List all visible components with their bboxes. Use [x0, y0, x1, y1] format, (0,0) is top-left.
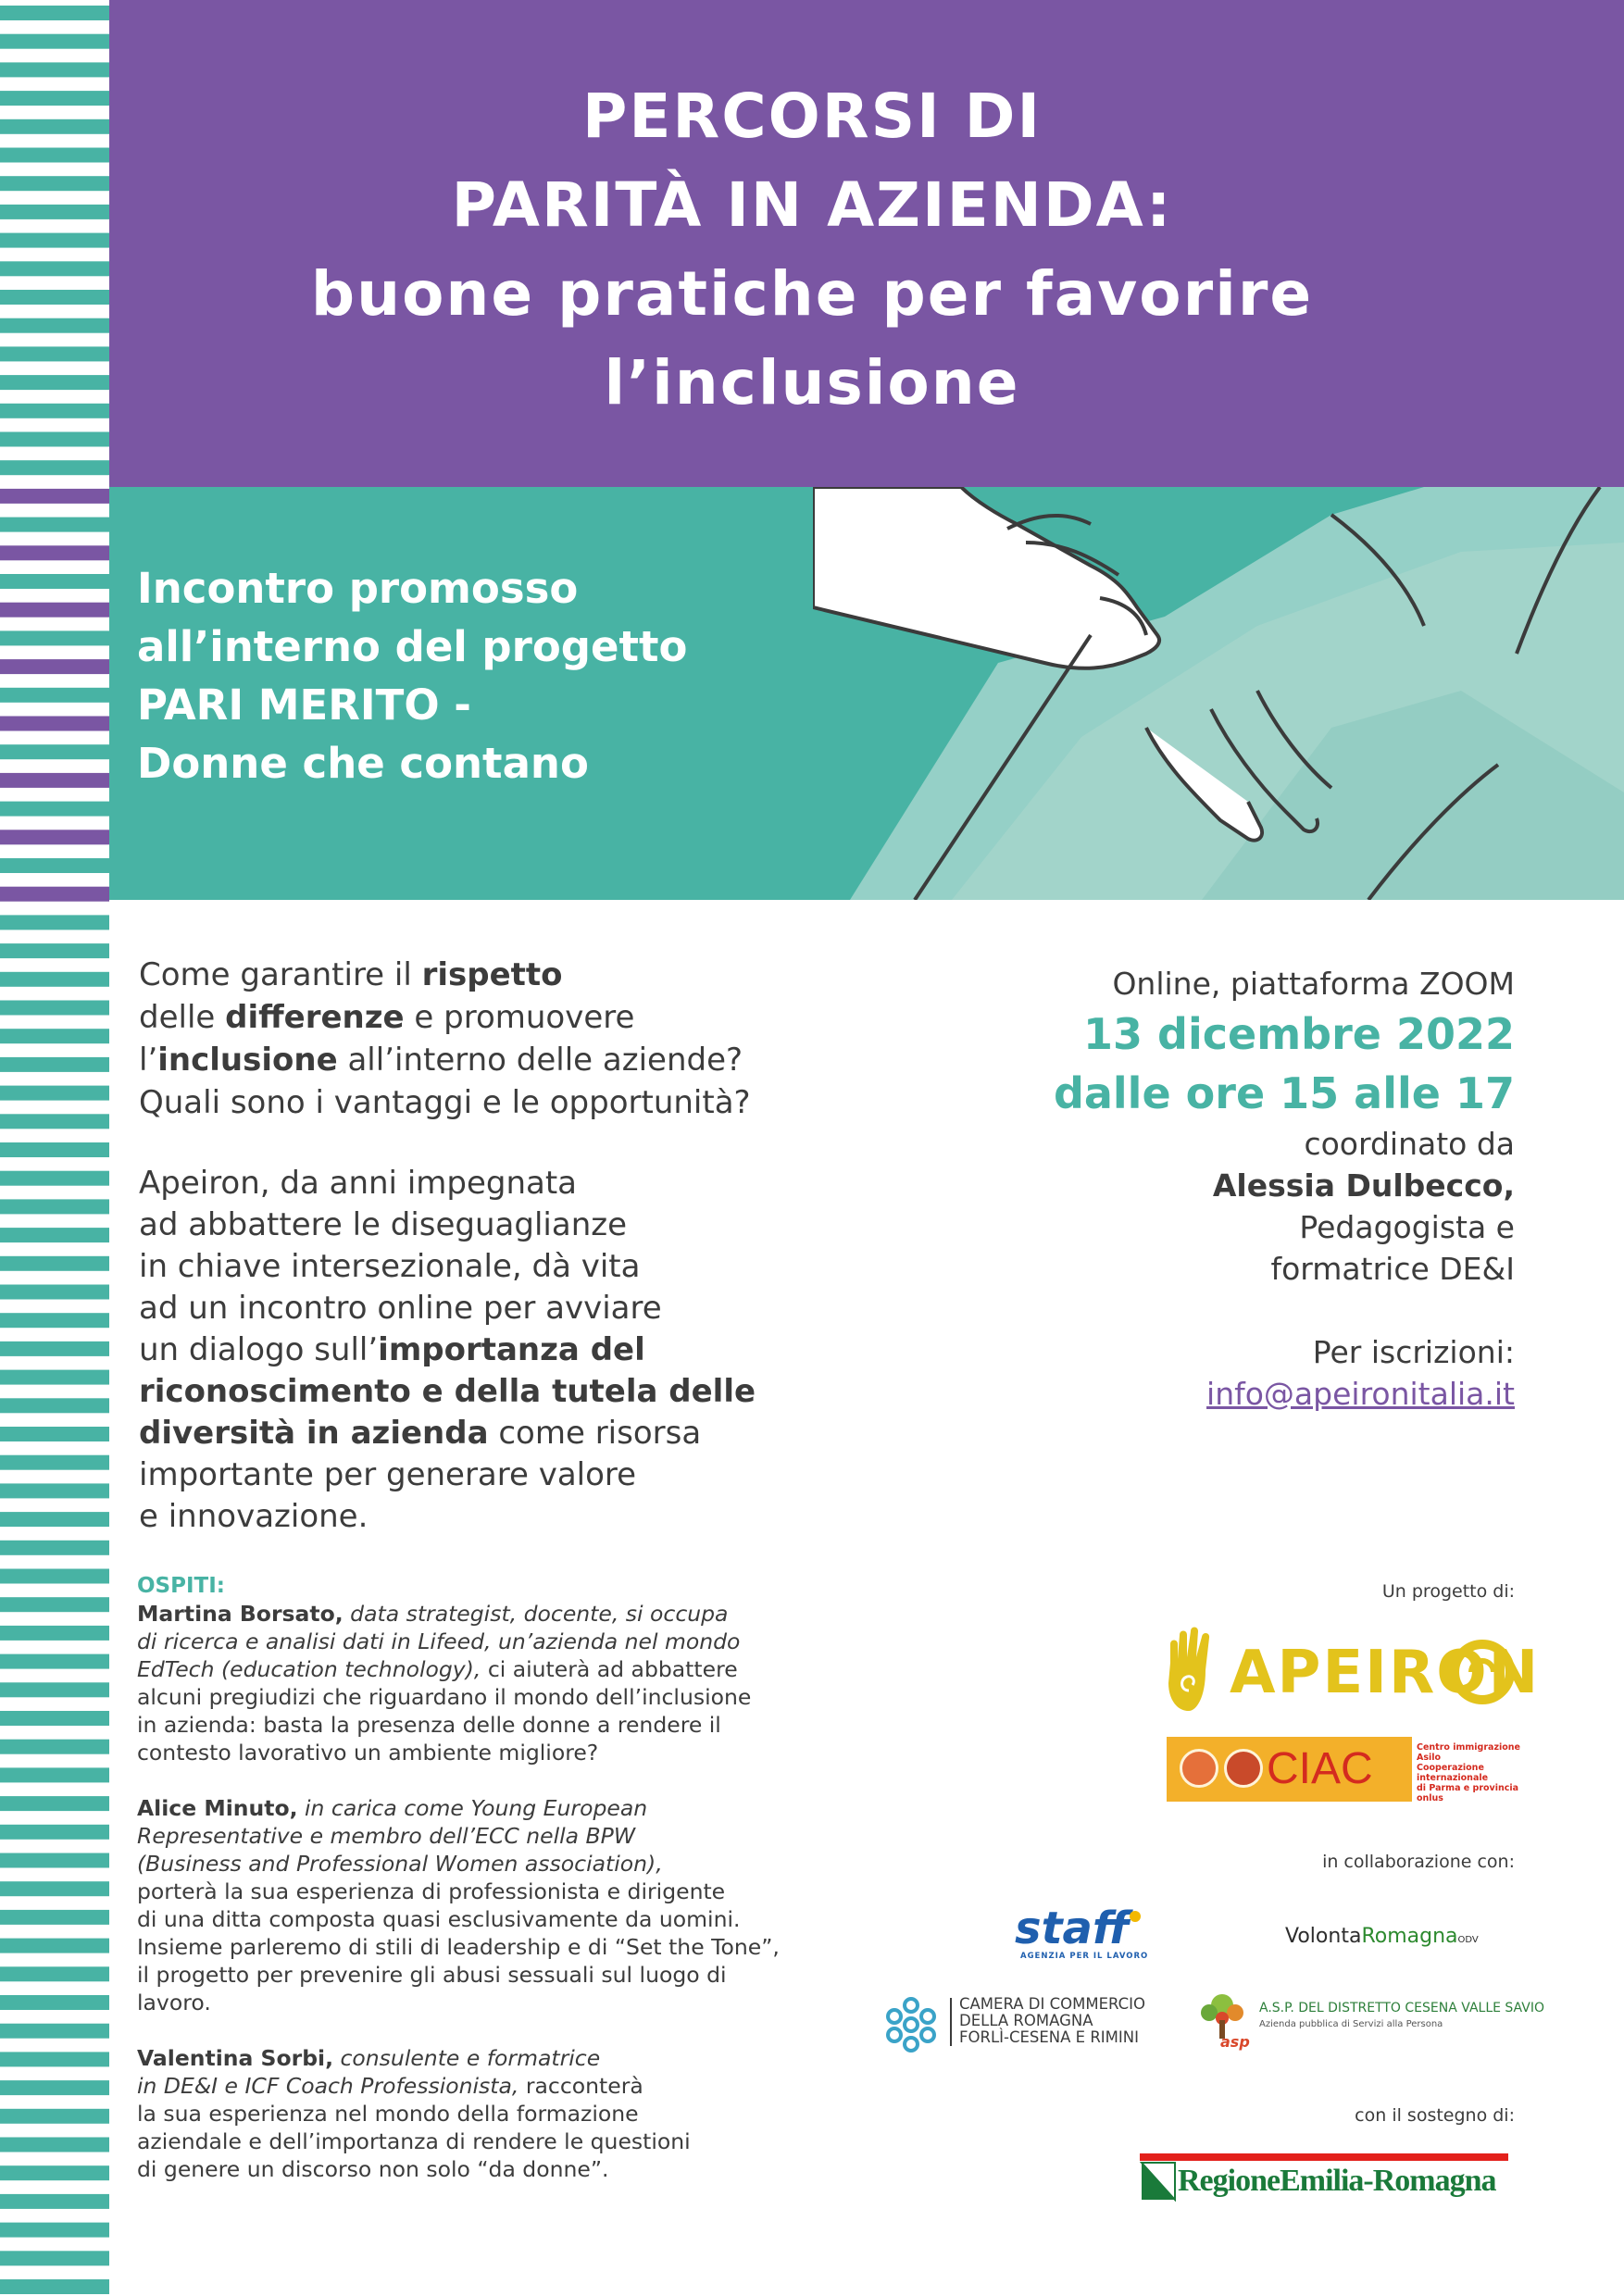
stripe — [0, 432, 109, 447]
spacer — [1054, 1290, 1515, 1331]
guest-role: Representative e membro dell’ECC nella BPW — [137, 1823, 636, 1849]
stripe — [0, 1256, 109, 1271]
title-line-4: l’inclusione — [604, 347, 1020, 418]
hands-illustration — [813, 487, 1624, 900]
para-line: e innovazione. — [139, 1498, 369, 1535]
intro-text: Come garantire il — [139, 956, 422, 993]
stripe — [0, 1142, 109, 1157]
ciac-side-line: Centro immigrazione — [1417, 1742, 1520, 1753]
title-line-1: PERCORSI DI — [581, 81, 1043, 152]
stripe — [0, 574, 109, 589]
ciac-side-line: Cooperazione — [1417, 1763, 1484, 1773]
stripe — [0, 830, 109, 844]
staff-logo-subtitle: AGENZIA PER IL LAVORO — [1020, 1952, 1149, 1961]
description-paragraph — [139, 1163, 861, 1538]
guest-desc: in azienda: basta la presenza delle donne a rendere il — [137, 1712, 721, 1738]
stripe — [0, 688, 109, 703]
stripe — [0, 119, 109, 134]
stripe — [0, 1597, 109, 1612]
stripe — [0, 460, 109, 475]
regione-emilia-romagna-logo: RegioneEmilia-Romagna — [1178, 2164, 1496, 2198]
guest-name: Alice Minuto, — [137, 1795, 298, 1821]
stripe — [0, 2223, 109, 2238]
stripe — [0, 915, 109, 930]
asp-title: A.S.P. DEL DISTRETTO CESENA VALLE SAVIO — [1259, 2001, 1544, 2015]
guest-desc: contesto lavorativo un ambiente migliore? — [137, 1740, 599, 1766]
stripe — [0, 1370, 109, 1385]
stripe — [0, 1740, 109, 1754]
stripe — [0, 62, 109, 77]
title-line-2: PARITÀ IN AZIENDA: — [451, 169, 1173, 241]
guest-role: EdTech (education technology), — [137, 1656, 481, 1682]
camera-commercio-logo-icon — [881, 1994, 941, 2053]
guest-desc: Insieme parleremo di stili di leadership e di “Set the Tone”, — [137, 1934, 780, 1960]
stripe — [0, 1512, 109, 1527]
volonta-text: Volonta — [1285, 1925, 1362, 1948]
stripe — [0, 34, 109, 49]
registration-label: Per iscrizioni: — [1312, 1334, 1515, 1370]
guest-role: di ricerca e analisi dati in Lifeed, un’azienda nel mondo — [137, 1628, 741, 1654]
staff-dot-icon — [1130, 1911, 1141, 1922]
stripe — [0, 1285, 109, 1300]
stripe — [0, 1767, 109, 1782]
regione-red-bar — [1140, 2153, 1508, 2161]
band-line-3: PARI MERITO - — [137, 680, 471, 730]
ciac-logo-text: CIAC — [1267, 1744, 1373, 1793]
stripe — [0, 2080, 109, 2095]
stripe — [0, 659, 109, 674]
stripe — [0, 404, 109, 418]
stripe — [0, 205, 109, 219]
stripe — [0, 717, 109, 731]
page-title — [109, 72, 1515, 428]
stripe — [0, 1029, 109, 1043]
stripe — [0, 233, 109, 248]
left-stripes-decoration — [0, 0, 109, 2296]
guest-desc: ci aiuterà ad abbattere — [481, 1656, 738, 1682]
event-coordinator-label: coordinato da — [1304, 1126, 1515, 1162]
staff-logo-text: staff — [1015, 1903, 1130, 1954]
stripe — [0, 1427, 109, 1441]
guest-desc: lavoro. — [137, 1990, 211, 2015]
stripe — [0, 1001, 109, 1016]
intro-text: all’interno delle aziende? — [337, 1042, 743, 1079]
stripe — [0, 2194, 109, 2209]
guest-role: (Business and Professional Women association), — [137, 1851, 663, 1877]
stripe — [0, 1398, 109, 1413]
stripe — [0, 1654, 109, 1669]
spacer — [137, 2016, 785, 2044]
stripe — [0, 2109, 109, 2124]
stripe — [0, 2052, 109, 2066]
stripe — [0, 1910, 109, 1925]
stripe — [0, 2165, 109, 2180]
stripe — [0, 2251, 109, 2265]
stripe — [0, 1228, 109, 1242]
guest-name: Valentina Sorbi, — [137, 2045, 334, 2071]
stripe — [0, 943, 109, 958]
intro-emphasis: inclusione — [157, 1042, 338, 1079]
stripe — [0, 1171, 109, 1186]
stripe — [0, 802, 109, 817]
guest-desc: racconterà — [518, 2073, 643, 2099]
stripe — [0, 1114, 109, 1129]
camera-line: FORLÌ-CESENA E RIMINI — [959, 2028, 1139, 2046]
stripe — [0, 2279, 109, 2294]
stripe — [0, 1825, 109, 1840]
para-line: ad un incontro online per avviare — [139, 1290, 662, 1327]
guest-name: Martina Borsato, — [137, 1601, 344, 1627]
para-line: Apeiron, da anni impegnata — [139, 1165, 578, 1202]
asp-logo — [1259, 2000, 1544, 2031]
intro-emphasis: rispetto — [421, 956, 563, 993]
stripe — [0, 1939, 109, 1953]
project-by-label: Un progetto di: — [1381, 1581, 1515, 1602]
registration-email-link[interactable]: info@apeironitalia.it — [1206, 1376, 1515, 1412]
stripe — [0, 972, 109, 987]
asp-mark-text: asp — [1220, 2033, 1250, 2051]
stripe — [0, 744, 109, 759]
stripe — [0, 1455, 109, 1470]
stripe — [0, 346, 109, 361]
ciac-side-line: di Parma e provincia — [1417, 1783, 1519, 1793]
stripe — [0, 6, 109, 20]
stripe — [0, 1541, 109, 1555]
stripe — [0, 1313, 109, 1328]
guest-role: in carica come Young European — [297, 1795, 648, 1821]
volonta-odv-text: ODV — [1457, 1935, 1479, 1945]
stripe — [0, 290, 109, 305]
para-line: importante per generare valore — [139, 1456, 637, 1493]
stripe — [0, 518, 109, 532]
stripe — [0, 1199, 109, 1214]
event-info — [1054, 963, 1515, 1415]
stripe — [0, 375, 109, 390]
stripe — [0, 887, 109, 902]
intro-questions — [139, 954, 861, 1124]
para-emphasis: riconoscimento e della tutela delle — [139, 1373, 756, 1410]
guest-role: consulente e formatrice — [333, 2045, 601, 2071]
guest-desc: la sua esperienza nel mondo della formazione — [137, 2101, 639, 2127]
stripe — [0, 1881, 109, 1896]
volonta-romagna-logo — [1285, 1924, 1479, 1953]
band-line-1: Incontro promosso — [137, 564, 579, 613]
para-emphasis: importanza del — [378, 1331, 645, 1368]
stripe — [0, 2024, 109, 2039]
guest-desc: porterà la sua esperienza di professionista e dirigente — [137, 1878, 726, 1904]
ciac-side-line: onlus — [1417, 1793, 1443, 1803]
guest-desc: alcuni pregiudizi che riguardano il mondo dell’inclusione — [137, 1684, 752, 1710]
camera-commercio-logo — [959, 1996, 1145, 2046]
stripe — [0, 2138, 109, 2152]
ciac-side-line: internazionale — [1417, 1773, 1489, 1783]
para-line: in chiave intersezionale, dà vita — [139, 1248, 641, 1285]
volonta-romagna-text: Romagna — [1361, 1925, 1458, 1948]
stripe — [0, 1057, 109, 1072]
guest-role: in DE&I e ICF Coach Professionista, — [137, 2073, 519, 2099]
stripe — [0, 858, 109, 873]
event-date: 13 dicembre 2022 — [1083, 1009, 1515, 1059]
band-line-4: Donne che contano — [137, 739, 589, 788]
stripe — [0, 318, 109, 333]
guest-desc: di genere un discorso non solo “da donne”. — [137, 2156, 609, 2182]
band-line-2: all’interno del progetto — [137, 622, 688, 671]
stripe — [0, 1853, 109, 1868]
ciac-description — [1417, 1742, 1520, 1803]
stripe — [0, 1086, 109, 1101]
staff-logo — [1015, 1905, 1148, 1961]
support-label: con il sostegno di: — [1355, 2105, 1515, 2126]
event-coordinator-role: Pedagogista e — [1299, 1209, 1515, 1245]
event-time: dalle ore 15 alle 17 — [1053, 1068, 1515, 1118]
stripe — [0, 1711, 109, 1726]
stripe — [0, 148, 109, 163]
stripe — [0, 1995, 109, 2010]
title-line-3: buone pratiche per favorire — [310, 258, 1314, 330]
stripe — [0, 1569, 109, 1584]
collaboration-label: in collaborazione con: — [1322, 1852, 1515, 1872]
guest-role: data strategist, docente, si occupa — [343, 1601, 729, 1627]
guest-desc: il progetto per prevenire gli abusi sessuali sul luogo di — [137, 1962, 727, 1988]
intro-text: delle — [139, 999, 226, 1036]
ciac-face-icon — [1224, 1749, 1263, 1788]
apeiron-logo: APEIRON — [1230, 1639, 1541, 1707]
para-emphasis: diversità in azienda — [139, 1415, 489, 1452]
event-coordinator-name: Alessia Dulbecco, — [1212, 1167, 1515, 1204]
camera-line: CAMERA DI COMMERCIO — [959, 1995, 1146, 2013]
guests-label: OSPITI: — [137, 1574, 225, 1598]
camera-divider — [950, 1998, 952, 2046]
spacer — [137, 1766, 785, 1794]
stripe — [0, 630, 109, 645]
ciac-face-icon — [1180, 1749, 1218, 1788]
para-line: ad abbattere le diseguaglianze — [139, 1206, 628, 1243]
ciac-side-line: Asilo — [1417, 1753, 1442, 1763]
stripe — [0, 1483, 109, 1498]
stripe — [0, 1626, 109, 1641]
stripe — [0, 603, 109, 618]
intro-text: e promuovere — [404, 999, 635, 1036]
stripe — [0, 1682, 109, 1697]
stripe — [0, 91, 109, 106]
guest-desc: di una ditta composta quasi esclusivamente da uomini. — [137, 1906, 741, 1932]
para-text: come risorsa — [488, 1415, 702, 1452]
project-description — [137, 559, 687, 792]
event-platform: Online, piattaforma ZOOM — [1112, 966, 1515, 1002]
stripe — [0, 773, 109, 788]
regione-flag-icon — [1140, 2161, 1177, 2202]
intro-text: Quali sono i vantaggi e le opportunità? — [139, 1084, 751, 1121]
event-coordinator-role: formatrice DE&I — [1270, 1251, 1515, 1287]
camera-line: DELLA ROMAGNA — [959, 2012, 1093, 2029]
stripe — [0, 1341, 109, 1356]
stripe — [0, 1966, 109, 1981]
stripe — [0, 489, 109, 504]
para-text: un dialogo sull’ — [139, 1331, 379, 1368]
guest-desc: aziendale e dell’importanza di rendere le questioni — [137, 2128, 691, 2154]
stripe — [0, 261, 109, 276]
stripe — [0, 545, 109, 560]
guests-section — [137, 1572, 785, 2183]
stripe — [0, 1796, 109, 1811]
stripe — [0, 176, 109, 191]
intro-emphasis: differenze — [225, 999, 405, 1036]
asp-subtitle: Azienda pubblica di Servizi alla Persona — [1259, 2019, 1443, 2029]
intro-text: l’ — [139, 1042, 158, 1079]
